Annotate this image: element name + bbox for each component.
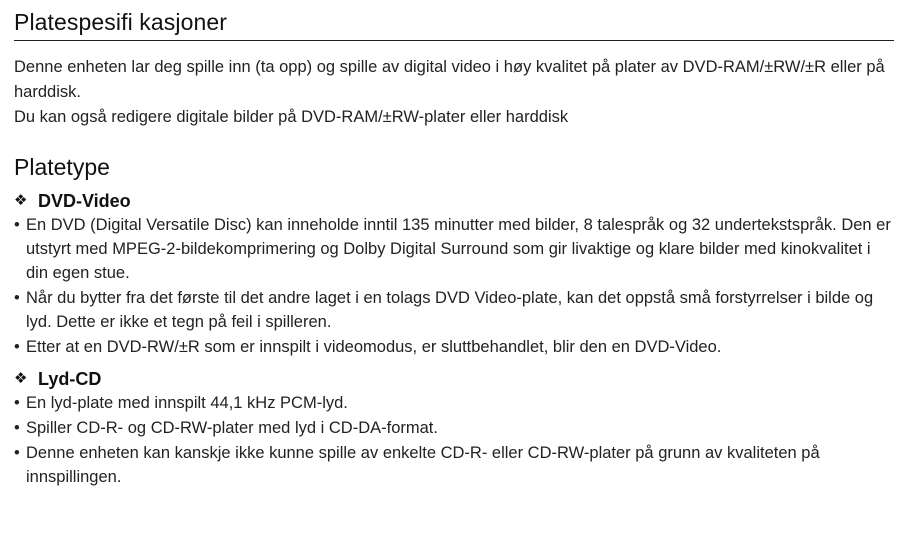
list-item-text: Spiller CD-R- og CD-RW-plater med lyd i CD-DA-format.	[26, 419, 438, 437]
section-title: Platetype	[14, 154, 110, 180]
bullet-icon: •	[14, 444, 20, 462]
page-title: Platespesifi kasjoner	[14, 0, 894, 41]
diamond-icon: ❖	[14, 192, 28, 209]
bullet-icon: •	[14, 338, 20, 356]
bullet-icon: •	[14, 394, 20, 412]
list-item-text: Denne enheten kan kanskje ikke kunne spille av enkelte CD-R- eller CD-RW-plater på grunn av kvaliteten på innspillingen.	[26, 444, 820, 486]
document-page	[14, 0, 894, 490]
subsection-lyd-cd	[14, 367, 894, 489]
bullet-list	[14, 213, 894, 359]
intro-paragraphs	[14, 55, 894, 130]
subsection-heading	[14, 367, 894, 391]
subsection-title: Lyd-CD	[38, 369, 102, 389]
intro-paragraph: Du kan også redigere digitale bilder på DVD-RAM/±RW-plater eller harddisk	[14, 108, 569, 126]
list-item-text: En lyd-plate med innspilt 44,1 kHz PCM-lyd.	[26, 394, 348, 412]
list-item	[14, 391, 894, 415]
list-item	[14, 416, 894, 440]
list-item	[14, 441, 894, 489]
list-item	[14, 213, 894, 285]
bullet-list	[14, 391, 894, 489]
subsection-heading	[14, 189, 894, 213]
subsection-dvd-video	[14, 189, 894, 359]
list-item	[14, 335, 894, 359]
subsection-title: DVD-Video	[38, 191, 131, 211]
list-item-text: En DVD (Digital Versatile Disc) kan inneholde inntil 135 minutter med bilder, 8 talespråk og 32 undertekstspråk. Den er utstyrt med MPEG-2-bildekomprimering og Dolby Digital Surround som gir livaktige og klare bilder med kinokvalitet i din egen stue.	[26, 216, 891, 282]
list-item	[14, 286, 894, 334]
bullet-icon: •	[14, 419, 20, 437]
intro-paragraph: Denne enheten lar deg spille inn (ta opp) og spille av digital video i høy kvalitet på plater av DVD-RAM/±RW/±R eller på harddisk.	[14, 58, 885, 101]
bullet-icon: •	[14, 216, 20, 234]
list-item-text: Etter at en DVD-RW/±R som er innspilt i videomodus, er sluttbehandlet, blir den en DVD-Video.	[26, 338, 722, 356]
diamond-icon: ❖	[14, 370, 28, 387]
bullet-icon: •	[14, 289, 20, 307]
list-item-text: Når du bytter fra det første til det andre laget i en tolags DVD Video-plate, kan det oppstå små forstyrrelser i bilde og lyd. Dette er ikke et tegn på feil i spilleren.	[26, 289, 874, 331]
